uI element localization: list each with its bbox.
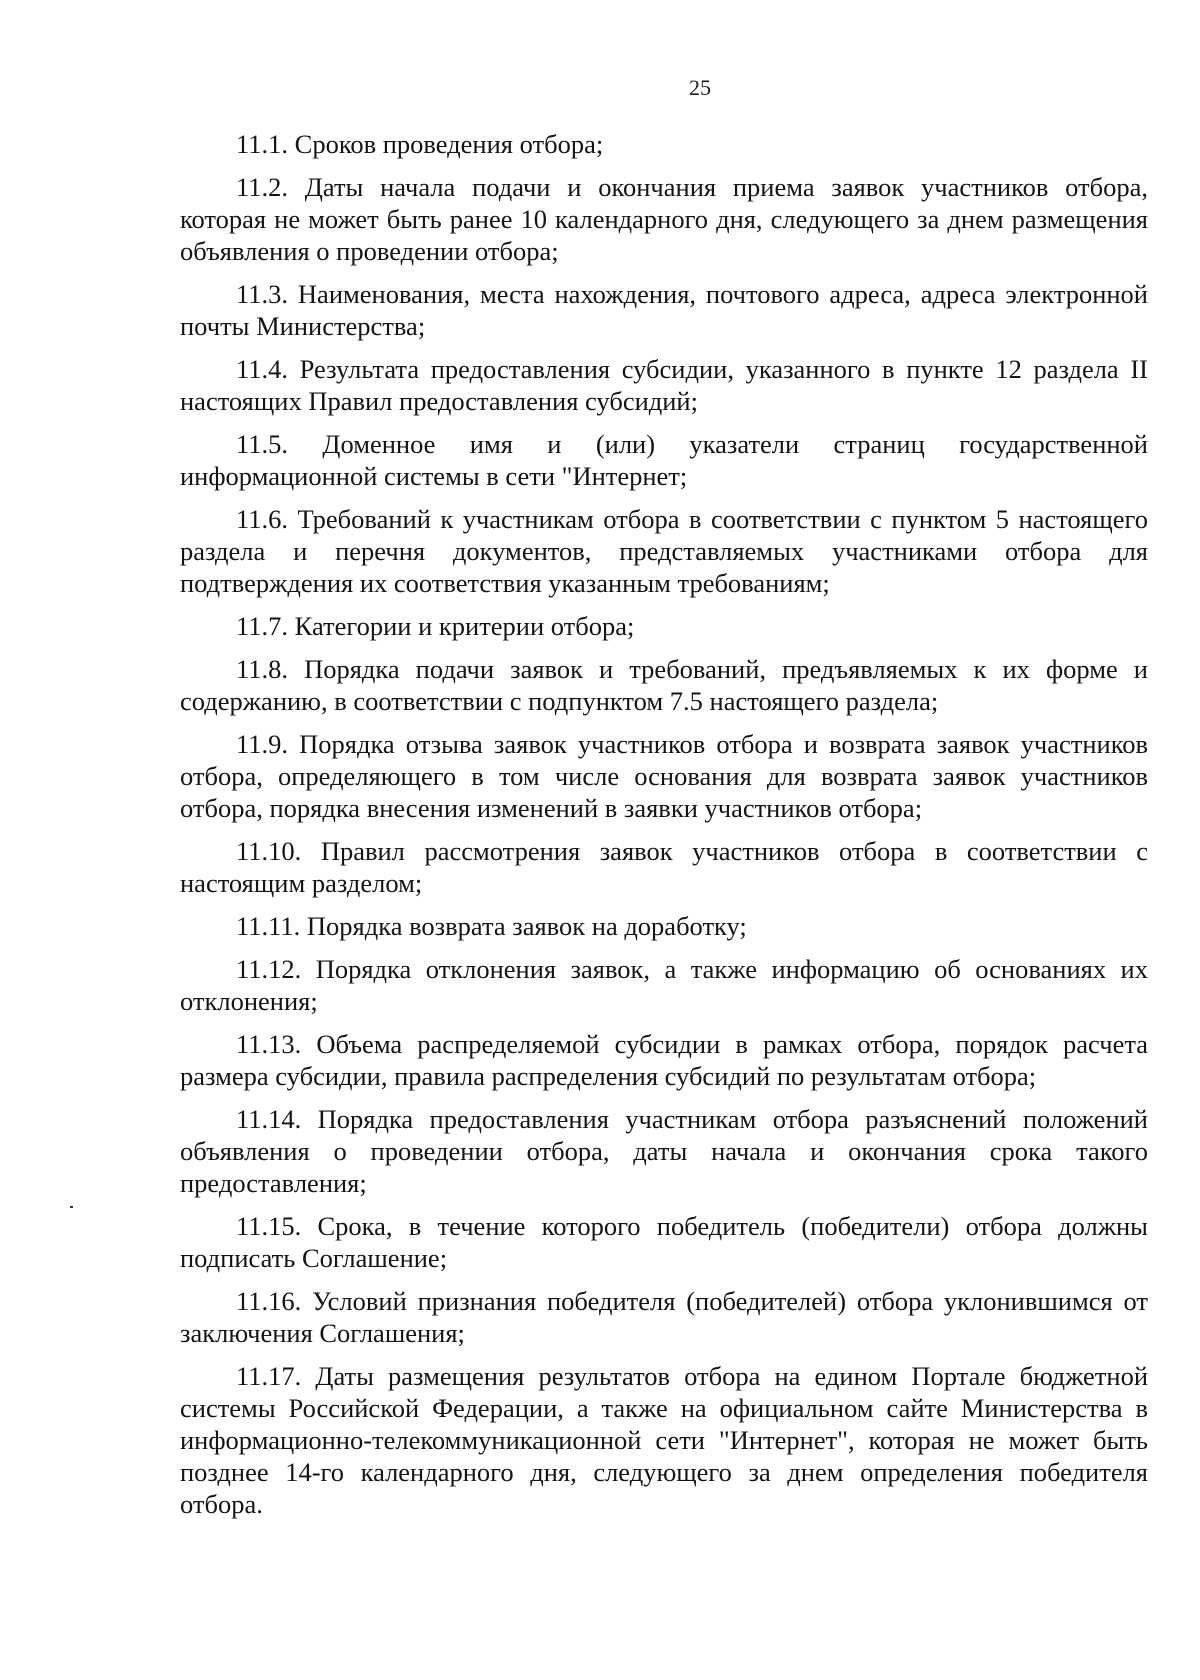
clause-11-6: 11.6. Требований к участникам отбора в соответствии с пунктом 5 настоящего раздела и перечня документов, представляемых участниками отбора для подтверждения их соответствия указанным требованиям; [180,504,1148,598]
clause-11-16: 11.16. Условий признания победителя (победителей) отбора уклонившимся от заключения Соглашения; [180,1286,1148,1348]
clause-11-13: 11.13. Объема распределяемой субсидии в рамках отбора, порядок расчета размера субсидии, правила распределения субсидий по результатам отбора; [180,1029,1148,1091]
clause-11-12: 11.12. Порядка отклонения заявок, а также информацию об основаниях их отклонения; [180,954,1148,1016]
clause-11-17: 11.17. Даты размещения результатов отбора на едином Портале бюджетной системы Российской Федерации, а также на официальном сайте Министерства в информационно-телекоммуникационной сети "Интернет", которая не может быть позднее 14-го календарного дня, следующего за днем определения победителя отбора. [180,1361,1148,1519]
clause-11-3: 11.3. Наименования, места нахождения, почтового адреса, адреса электронной почты Министерства; [180,279,1148,341]
clause-11-11: 11.11. Порядка возврата заявок на доработку; [236,911,747,941]
page-number: 25 [689,75,711,100]
clause-11-5: 11.5. Доменное имя и (или) указатели страниц государственной информационной системы в сети "Интернет; [180,429,1148,491]
clause-11-15: 11.15. Срока, в течение которого победитель (победители) отбора должны подписать Соглашение; [180,1211,1148,1273]
clause-11-14: 11.14. Порядка предоставления участникам отбора разъяснений положений объявления о проведении отбора, даты начала и окончания срока такого предоставления; [180,1104,1148,1198]
clause-11-4: 11.4. Результата предоставления субсидии, указанного в пункте 12 раздела II настоящих Правил предоставления субсидий; [180,354,1148,416]
clause-11-2: 11.2. Даты начала подачи и окончания приема заявок участников отбора, которая не может быть ранее 10 календарного дня, следующего за днем размещения объявления о проведении отбора; [180,172,1148,266]
clause-11-8: 11.8. Порядка подачи заявок и требований, предъявляемых к их форме и содержанию, в соответствии с подпунктом 7.5 настоящего раздела; [180,654,1148,716]
document-body [180,128,1148,1531]
scan-speck [70,1206,73,1208]
clause-11-9: 11.9. Порядка отзыва заявок участников отбора и возврата заявок участников отбора, определяющего в том числе основания для возврата заявок участников отбора, порядка внесения изменений в заявки участников отбора; [180,729,1148,823]
clause-11-10: 11.10. Правил рассмотрения заявок участников отбора в соответствии с настоящим разделом; [180,836,1148,898]
clause-11-7: 11.7. Категории и критерии отбора; [236,611,635,641]
clause-11-1: 11.1. Сроков проведения отбора; [236,129,604,159]
